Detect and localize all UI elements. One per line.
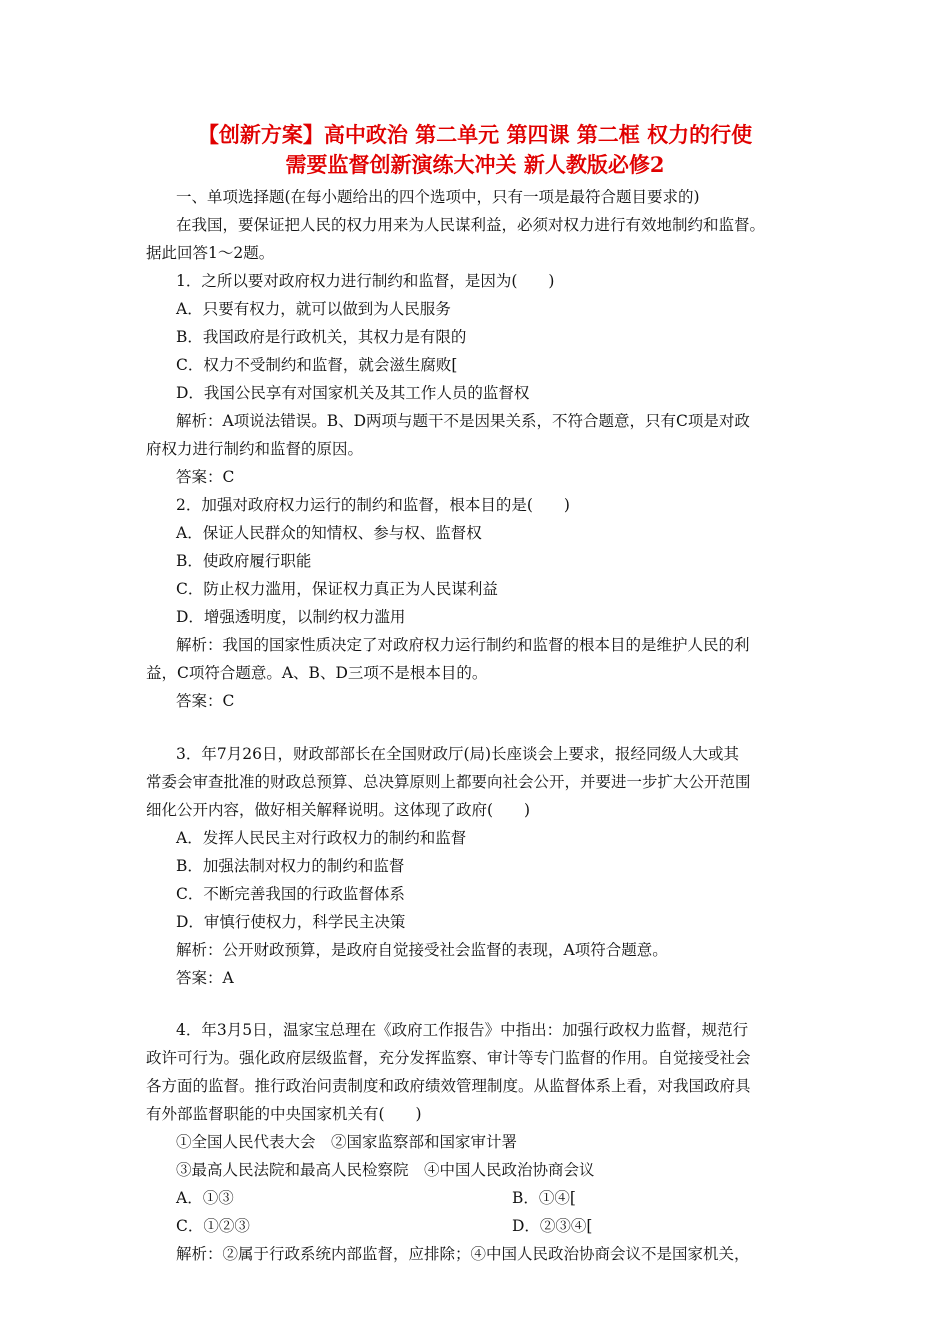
- question-3: 3．年7月26日，财政部部长在全国财政厅(局)长座谈会上要求，报经同级人大或其: [176, 745, 740, 763]
- question-text: 常委会审查批准的财政总预算、总决算原则上都要向社会公开，并要进一步扩大公开范围: [146, 773, 751, 791]
- analysis-text: 解析：公开财政预算，是政府自觉接受社会监督的表现，A项符合题意。: [176, 941, 668, 959]
- question-1: 1．之所以要对政府权力进行制约和监督，是因为( ): [176, 272, 555, 290]
- option-text: A．保证人民群众的知情权、参与权、监督权: [176, 524, 482, 542]
- question-text: 有外部监督职能的中央国家机关有( ): [146, 1105, 422, 1123]
- intro-text: 在我国，要保证把人民的权力用来为人民谋利益，必须对权力进行有效地制约和监督。: [176, 216, 766, 234]
- question-text: 各方面的监督。推行政治问责制度和政府绩效管理制度。从监督体系上看，对我国政府具: [146, 1077, 751, 1095]
- option-c: C．①②③: [176, 1217, 250, 1235]
- answer-text: 答案：A: [176, 969, 234, 987]
- question-text: 细化公开内容，做好相关解释说明。这体现了政府( ): [146, 801, 531, 819]
- question-4: 4．年3月5日，温家宝总理在《政府工作报告》中指出：加强行政权力监督，规范行: [176, 1021, 749, 1039]
- option-text: A．只要有权力，就可以做到为人民服务: [176, 300, 451, 318]
- option-text: B．加强法制对权力的制约和监督: [176, 857, 405, 875]
- choice-list: ③最高人民法院和最高人民检察院 ④中国人民政治协商会议: [176, 1161, 595, 1179]
- section-heading: 一、单项选择题(在每小题给出的四个选项中，只有一项是最符合题目要求的): [176, 188, 700, 206]
- option-text: C．防止权力滥用，保证权力真正为人民谋利益: [176, 580, 498, 598]
- option-text: D．我国公民享有对国家机关及其工作人员的监督权: [176, 384, 530, 402]
- option-text: B．我国政府是行政机关，其权力是有限的: [176, 328, 467, 346]
- analysis-text: 解析：我国的国家性质决定了对政府权力运行制约和监督的根本目的是维护人民的利: [176, 636, 750, 654]
- document-title-line-2: 需要监督创新演练大冲关 新人教版必修2: [285, 152, 665, 177]
- option-text: C．不断完善我国的行政监督体系: [176, 885, 405, 903]
- analysis-text: 解析：②属于行政系统内部监督，应排除；④中国人民政治协商会议不是国家机关，: [176, 1245, 750, 1263]
- answer-text: 答案：C: [176, 692, 235, 710]
- option-b: B．①④[: [512, 1189, 576, 1207]
- analysis-text: 解析：A项说法错误。B、D两项与题干不是因果关系，不符合题意，只有C项是对政: [176, 412, 750, 430]
- intro-text: 据此回答1～2题。: [146, 244, 275, 262]
- analysis-text: 府权力进行制约和监督的原因。: [146, 440, 364, 458]
- answer-text: 答案：C: [176, 468, 235, 486]
- option-text: A．发挥人民民主对行政权力的制约和监督: [176, 829, 467, 847]
- question-text: 政许可行为。强化政府层级监督，充分发挥监察、审计等专门监督的作用。自觉接受社会: [146, 1049, 751, 1067]
- option-d: D．②③④[: [512, 1217, 593, 1235]
- option-a: A．①③: [176, 1189, 234, 1207]
- option-text: D．增强透明度，以制约权力滥用: [176, 608, 406, 626]
- document-title-line-1: 【创新方案】高中政治 第二单元 第四课 第二框 权力的行使: [197, 122, 753, 147]
- option-text: B．使政府履行职能: [176, 552, 312, 570]
- question-2: 2．加强对政府权力运行的制约和监督，根本目的是( ): [176, 496, 570, 514]
- option-text: C．权力不受制约和监督，就会滋生腐败[: [176, 356, 458, 374]
- choice-list: ①全国人民代表大会 ②国家监察部和国家审计署: [176, 1133, 518, 1151]
- analysis-text: 益，C项符合题意。A、B、D三项不是根本目的。: [146, 664, 488, 682]
- option-text: D．审慎行使权力，科学民主决策: [176, 913, 406, 931]
